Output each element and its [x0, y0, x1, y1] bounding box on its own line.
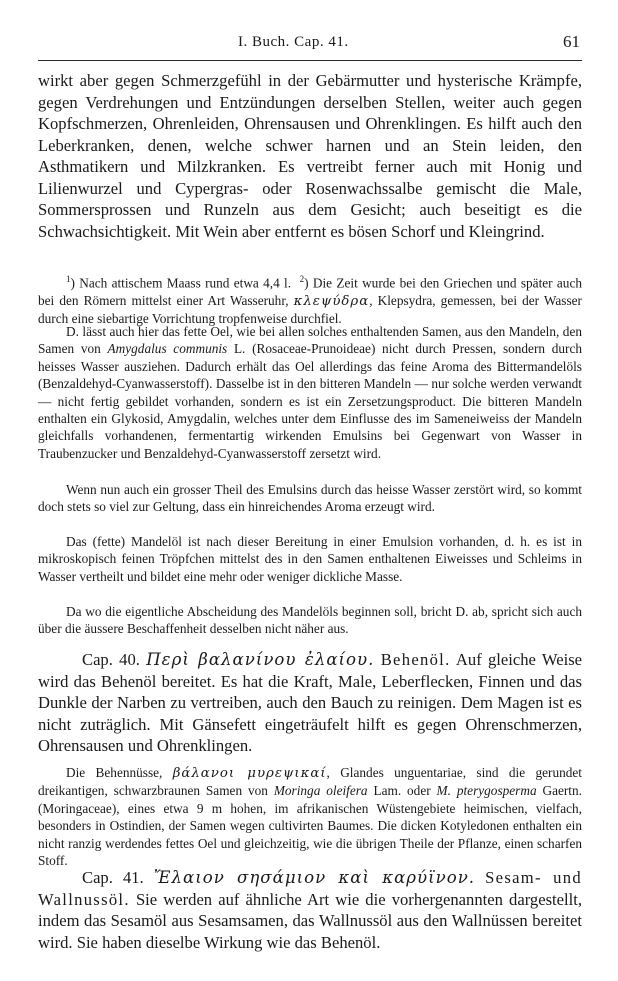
footnotes — [38, 271, 582, 328]
note-abscheidung-text: Da wo die eigentliche Abscheidung des Mandelöls beginnen soll, bricht D. ab, spricht sich auch über die äussere Beschaffenheit desselben nicht näher aus. — [38, 604, 582, 637]
note-behen-species-2: M. pterygosperma — [436, 783, 537, 799]
cap39-continuation — [38, 70, 582, 242]
cap41-greek-title: Ἔλαιον σησάμιον καὶ καρύϊνον. — [153, 868, 476, 887]
footnote-2-a: ) Die Zeit wurde bei den Griechen und später auch bei den Römern mittelst einer Art Wasseruhr, — [38, 275, 583, 308]
note-emulsin-text: Wenn nun auch ein grosser Theil des Emulsins durch das heisse Wasser zerstört wird, so kommt doch stets so viel zur Geltung, dass ein hinreichendes Aroma erzeugt wird. — [38, 482, 582, 515]
footnote-2-b: , Klepsydra, gemessen, bei der Wasser durch eine siebartige Vorrichtung tropfenweise durchfiel. — [38, 292, 582, 327]
cap41-text: Sie werden auf ähnliche Art wie die vorhergenannten dargestellt, indem das Sesamöl aus Sesamsamen, das Wallnussöl aus den Wallnüssen bereitet wird. Sie haben dieselbe Wirkung wie das Behenöl. — [38, 889, 582, 952]
page-header — [38, 34, 582, 56]
book-page — [38, 0, 582, 981]
cap39-continuation-text: wirkt aber gegen Schmerzgefühl in der Gebärmutter und hysterische Krämpfe, gegen Verdrehungen und Entzündungen derselben Stellen, weiter auch gegen Kopfschmerzen, Ohrenleiden, Ohrensausen und Ohrenklingen. Es hilft auch den Leberkranken, denen, welche schwer harnen und an Stein leiden, den Asthmatikern und Milzkranken. Es vertreibt ferner auch mit Honig und Lilienwurzel und Cypergras- oder Rosenwachssalbe gemischt die Male, Sommersprossen und Runzeln aus dem Gesicht; auch beseitigt es die Schwachsichtigkeit. Mit Wein aber entfernt es bösen Schorf und Kleingrind. — [38, 71, 582, 241]
cap41-heading: Cap. 41. — [82, 868, 144, 887]
cap40-text: Auf gleiche Weise wird das Behenöl bereitet. Es hat die Kraft, Male, Leberflecken, Finnen und das Dunkle der Narben zu vertreiben, auch den Bauch zu reinigen. Dem Magen ist es nicht zuträglich. Mit Gänsefett eingeträufelt hilft es gegen Ohrenschmerzen, Ohrensausen und Ohrenklingen. — [38, 650, 583, 755]
footnote-2-greek: κλεψύδρα — [293, 293, 370, 309]
note-almond-species: Amygdalus communis — [107, 341, 228, 357]
note-behen-c: Lam. oder — [373, 783, 431, 799]
note-almond-a: D. lässt auch hier das fette Oel, wie bei allen solches enthaltenden Samen, aus den Mandeln, den Samen von — [38, 324, 582, 357]
footnote-1: ) Nach attischem Maass rund etwa 4,4 l. — [70, 275, 292, 291]
cap40-greek-title: Περὶ βαλανίνου ἐλαίου. — [146, 650, 375, 669]
note-behen-greek: βάλανοι μυρεψικαί — [172, 766, 327, 781]
page-number: 61 — [563, 32, 580, 51]
header-rule — [38, 60, 582, 61]
running-title: I. Buch. Cap. 41. — [238, 34, 349, 50]
cap40-heading: Cap. 40. — [82, 650, 140, 669]
note-behen-d: Gaertn. (Moringaceae), eines etwa 9 m hohen, im afrikanischen Wüstengebiete heimischen, vielfach, besonders in Ostindien, der Samen wegen cultivirten Baumes. Die dicken Kotyledonen enthalten ein nicht ranzig werdendes fettes Oel und gleichzeitig, wie die übrigen Theile der Pflanze, einen scharfen Stoff. — [38, 783, 582, 869]
note-emulsion — [38, 533, 582, 585]
note-almond-b: L. (Rosaceae-Prunoideae) nicht durch Pressen, sondern durch heisses Wasser ausziehen. Dadurch erhält das Oel allerdings das feine Aroma des Bittermandelöls (Benzaldehyd-Cyanwasserstoff). Dasselbe ist in den bitteren Mandeln — nur solche werden verwandt — nicht fertig gebildet vorhanden, sondern es ist ein Zersetzungsproduct. Die bitteren Mandeln enthalten ein Glykosid, Amygdalin, welches unter dem Einflusse des im Sameneiweiss der Mandeln gleichfalls vorhandenen, fermentartig wirkenden Emulsins bei Gegenwart von Wasser in Traubenzucker und Benzaldehyd-Cyanwasserstoff zersetzt wird. — [38, 341, 582, 461]
note-emulsin — [38, 481, 582, 516]
footnote-1-mark: 1 — [66, 274, 71, 284]
note-almond-oil — [38, 323, 582, 462]
cap40-name: Behenöl. — [380, 650, 451, 669]
note-behen-a: Die Behennüsse, — [66, 765, 163, 780]
note-behen-species-1: Moringa oleifera — [273, 783, 368, 799]
note-abscheidung — [38, 603, 582, 638]
cap41-section — [38, 867, 582, 953]
note-behen — [38, 764, 582, 869]
cap40-section — [38, 649, 582, 757]
note-behen-b: , Glandes unguentariae, sind die gerundet dreikantigen, schwarzbraunen Samen von — [38, 765, 582, 799]
cap41-name: Sesam- und Wallnussöl. — [38, 868, 582, 909]
footnote-2-mark: 2 — [299, 274, 305, 284]
note-emulsion-text: Das (fette) Mandelöl ist nach dieser Bereitung in einer Emulsion vorhanden, d. h. es ist in mikroskopisch feinen Tröpfchen mittelst des in den Samen enthaltenen Eiweisses und Schleims in Wasser vertheilt und bildet eine mehr oder weniger dickliche Masse. — [38, 534, 582, 584]
